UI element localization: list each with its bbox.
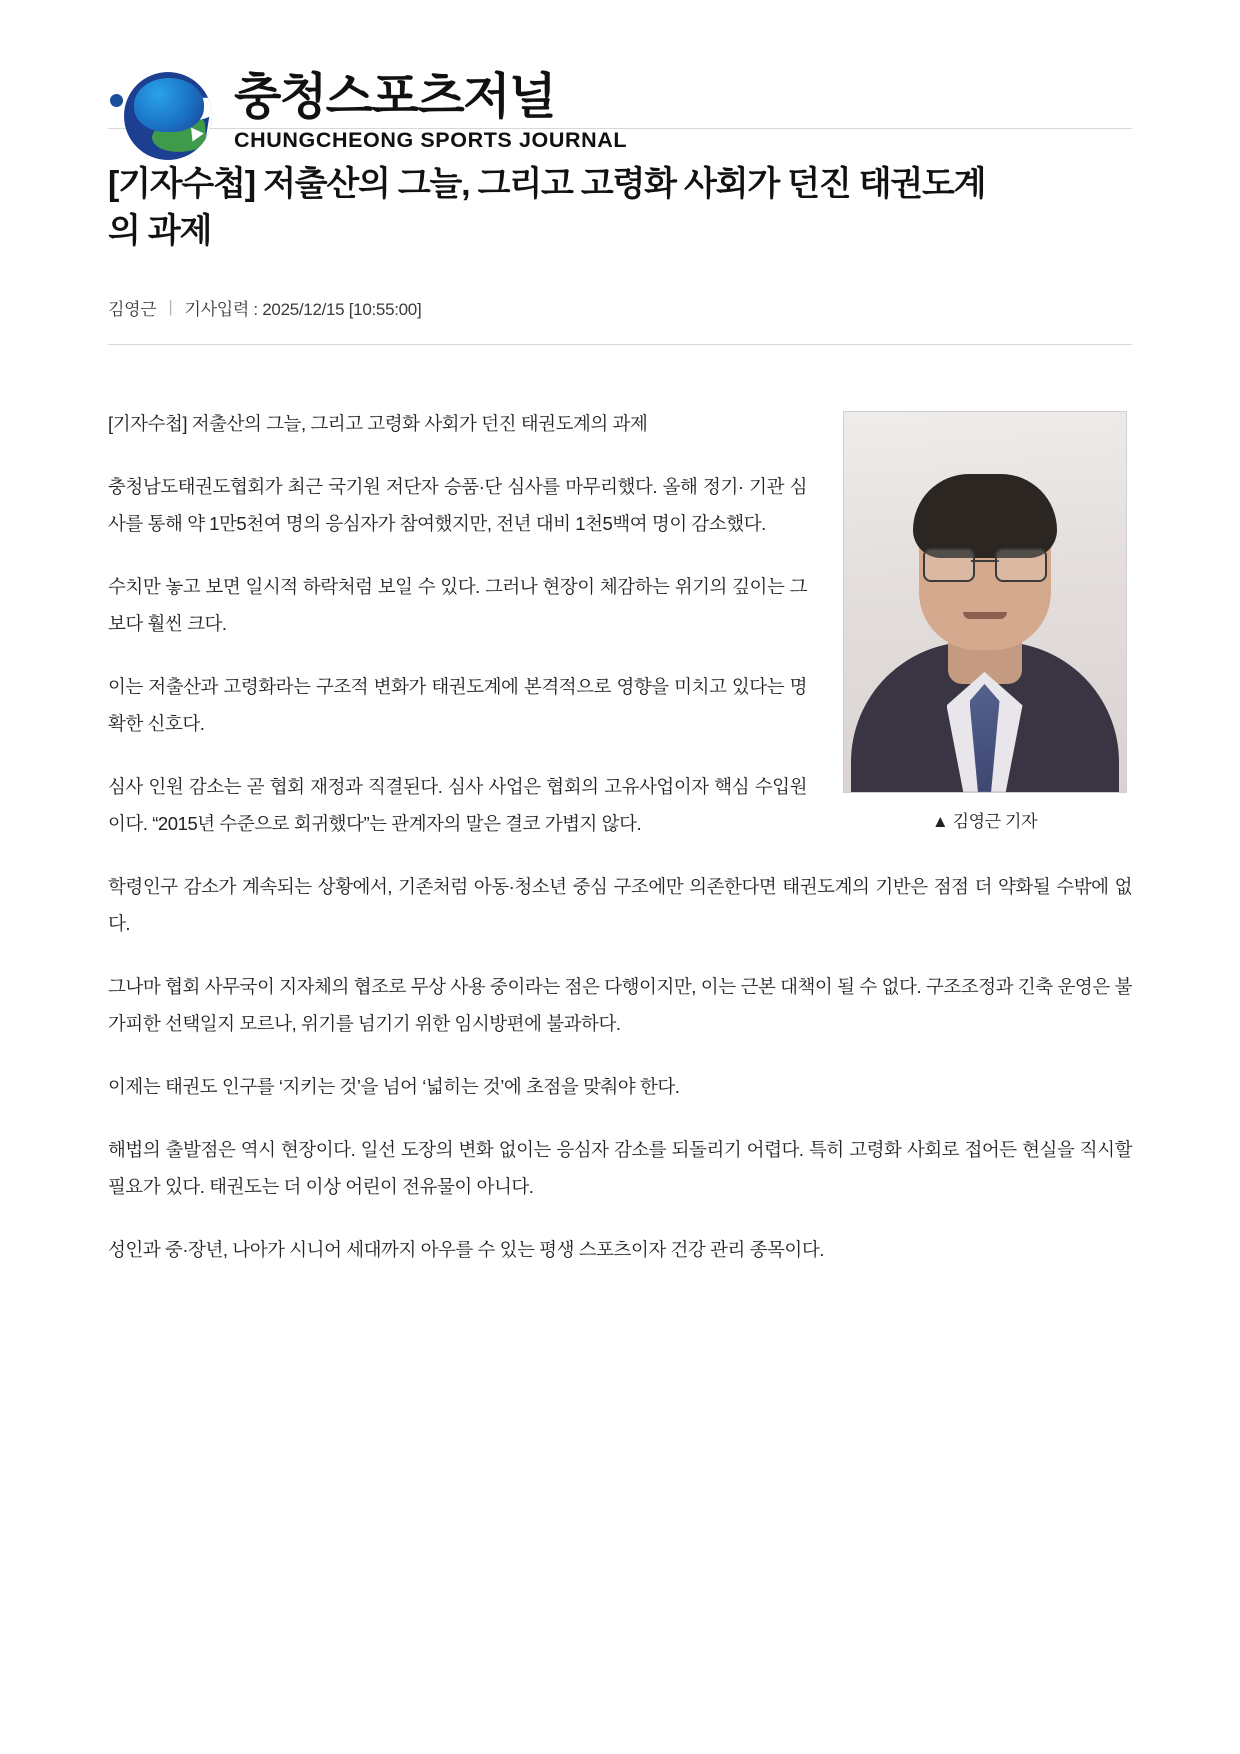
article-paragraph: 성인과 중·장년, 나아가 시니어 세대까지 아우를 수 있는 평생 스포츠이자 건강 관리 종목이다. (108, 1238, 824, 1260)
byline-divider (108, 344, 1132, 345)
article-headline: [기자수첩] 저출산의 그늘, 그리고 고령화 사회가 던진 태권도계의 과제 (108, 165, 986, 250)
article-paragraph: 수치만 놓고 보면 일시적 하락처럼 보일 수 있다. 그러나 현장이 체감하는 위기의 깊이는 그보다 훨씬 크다. (108, 575, 807, 634)
site-logo-icon[interactable] (108, 64, 216, 160)
site-title-english: CHUNGCHEONG SPORTS JOURNAL (234, 128, 628, 152)
photo-glasses-right-lens (995, 548, 1047, 582)
reporter-portrait-photo (843, 411, 1127, 793)
site-masthead (0, 0, 1240, 152)
logo-globe-shape (124, 72, 212, 160)
article-paragraph: 해법의 출발점은 역시 현장이다. 일선 도장의 변화 없이는 응심자 감소를 되돌리기 어렵다. 특히 고령화 사회로 접어든 현실을 직시할 필요가 있다. 태권도는 더 이상 어린이 전유물이 아니다. (108, 1138, 1132, 1197)
byline-separator: | (168, 297, 173, 317)
logo-leaf-shape (151, 119, 208, 154)
article-paragraph: 그나마 협회 사무국이 지자체의 협조로 무상 사용 중이라는 점은 다행이지만, 이는 근본 대책이 될 수 없다. 구조조정과 긴축 운영은 불가피한 선택일지 모르나, 위기를 넘기기 위한 임시방편에 불과하다. (108, 975, 1132, 1034)
article-byline (108, 295, 1132, 320)
article-body (108, 405, 1132, 1268)
logo-dot-shape (110, 94, 123, 107)
figure-caption: ▲ 김영근 기자 (931, 811, 1038, 831)
photo-glasses-left-lens (923, 548, 975, 582)
article-paragraph: 이는 저출산과 고령화라는 구조적 변화가 태권도계에 본격적으로 영향을 미치고 있다는 명확한 신호다. (108, 675, 807, 734)
byline-author[interactable]: 김영근 (108, 299, 157, 319)
article-paragraph: 학령인구 감소가 계속되는 상황에서, 기존처럼 아동·청소년 중심 구조에만 의존한다면 태권도계의 기반은 점점 더 약화될 수밖에 없다. (108, 875, 1132, 934)
photo-hair-shape (913, 474, 1057, 558)
site-logo-text[interactable] (234, 70, 628, 153)
article-paragraph: 심사 인원 감소는 곧 협회 재정과 직결된다. 심사 사업은 협회의 고유사업이자 핵심 수입원이다. “2015년 수준으로 회귀했다”는 관계자의 말은 결코 가볍지 않다. (108, 775, 807, 834)
article-figure (837, 411, 1132, 839)
article-paragraph: [기자수첩] 저출산의 그늘, 그리고 고령화 사회가 던진 태권도계의 과제 (108, 412, 648, 434)
site-title-korean: 충청스포츠저널 (234, 70, 555, 124)
photo-mouth-shape (963, 612, 1007, 619)
photo-glasses-shape (923, 548, 1047, 578)
article-paragraph: 이제는 태권도 인구를 ‘지키는 것’을 넘어 ‘넓히는 것’에 초점을 맞춰야 한다. (108, 1075, 680, 1097)
byline-timestamp: 기사입력 : 2025/12/15 [10:55:00] (184, 299, 422, 319)
article-paragraph: 충청남도태권도협회가 최근 국기원 저단자 승품·단 심사를 마무리했다. 올해 정기· 기관 심사를 통해 약 1만5천여 명의 응심자가 참여했지만, 전년 대비 1천5백여 명이 감소했다. (108, 475, 807, 534)
